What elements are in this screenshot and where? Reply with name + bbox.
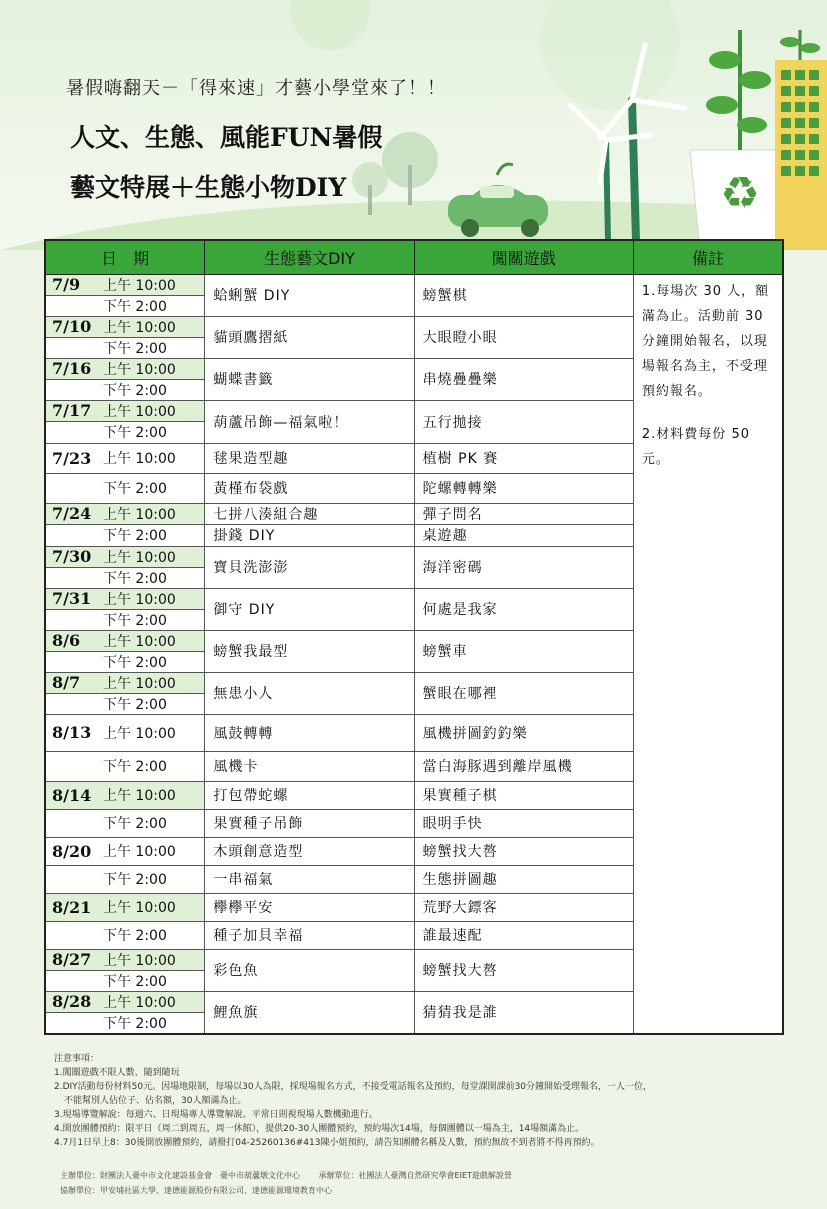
row-game: 蟹眼在哪裡 — [414, 672, 633, 714]
row-game: 桌遊趣 — [414, 524, 633, 546]
row-game: 串燒疊疊樂 — [414, 358, 633, 400]
row-time-pm: 下午 2:00 — [103, 809, 205, 837]
row-date-blank — [45, 473, 103, 503]
row-diy: 果實種子吊飾 — [205, 809, 414, 837]
row-time-pm: 下午 2:00 — [103, 379, 205, 400]
row-date: 8/13 — [45, 714, 103, 751]
row-time-am: 上午 10:00 — [103, 546, 205, 567]
row-time-am: 上午 10:00 — [103, 630, 205, 651]
row-date-blank — [45, 751, 103, 781]
header-remarks: 備註 — [633, 240, 783, 274]
row-date-blank — [45, 337, 103, 358]
row-game: 猜猜我是誰 — [414, 991, 633, 1034]
row-time-am: 上午 10:00 — [103, 893, 205, 921]
hero-banner — [0, 0, 827, 250]
remarks-item: 1.每場次 30 人，額滿為止。活動前 30 分鐘開始報名，以現場報名為主，不受理預約報名。 — [641, 283, 770, 399]
header-game: 闖關遊戲 — [414, 240, 633, 274]
row-diy: 寶貝洗澎澎 — [205, 546, 414, 588]
note-item: 3.現場導覽解說：每週六、日現場專人導覽解說。平常日則視現場人數機動進行。 — [54, 1110, 378, 1120]
row-game: 螃蟹找大嗸 — [414, 837, 633, 865]
row-game: 當白海豚遇到離岸風機 — [414, 751, 633, 781]
row-date-blank — [45, 567, 103, 588]
row-time-pm: 下午 2:00 — [103, 651, 205, 672]
row-diy: 御守 DIY — [205, 588, 414, 630]
remarks-cell — [633, 274, 783, 1034]
row-time-am: 上午 10:00 — [103, 837, 205, 865]
row-date: 7/9 — [45, 274, 103, 295]
row-date: 8/21 — [45, 893, 103, 921]
row-date: 7/23 — [45, 443, 103, 473]
note-item: 4.7月1日早上8：30後開放團體預約，請撥打04-25260136#413陳小姐預約，請告知團體名稱及人數，預約無故不到者將不得再預約。 — [54, 1138, 600, 1148]
row-date: 7/10 — [45, 316, 103, 337]
row-game: 生態拼圖趣 — [414, 865, 633, 893]
row-time-pm: 下午 2:00 — [103, 865, 205, 893]
notes-heading: 注意事項： — [54, 1054, 100, 1064]
row-time-am: 上午 10:00 — [103, 503, 205, 524]
row-date: 8/28 — [45, 991, 103, 1012]
row-time-pm: 下午 2:00 — [103, 422, 205, 444]
row-time-pm: 下午 2:00 — [103, 337, 205, 358]
row-game: 誰最速配 — [414, 921, 633, 949]
row-time-am: 上午 10:00 — [103, 358, 205, 379]
remarks-item: 2.材料費每份 50 元。 — [641, 426, 750, 467]
table-header-row — [45, 240, 783, 274]
row-date-blank — [45, 921, 103, 949]
row-time-am: 上午 10:00 — [103, 672, 205, 693]
row-diy: 七拼八湊組合趣 — [205, 503, 414, 524]
row-diy: 蝴蝶書籤 — [205, 358, 414, 400]
row-game: 螃蟹找大嗸 — [414, 949, 633, 991]
organizer: 承辦單位：社團法人臺灣自然研究學會EIET遊戲解說營 — [318, 1171, 512, 1180]
row-game: 風機拼圖釣釣樂 — [414, 714, 633, 751]
row-diy: 欅欅平安 — [205, 893, 414, 921]
row-date: 7/30 — [45, 546, 103, 567]
row-diy: 無患小人 — [205, 672, 414, 714]
sponsors-section — [60, 1168, 800, 1198]
row-time-pm: 下午 2:00 — [103, 921, 205, 949]
svg-text:♻: ♻ — [720, 168, 760, 219]
row-game: 大眼瞪小眼 — [414, 316, 633, 358]
row-time-am: 上午 10:00 — [103, 588, 205, 609]
host-organizations: 主辦單位：財團法人臺中市文化建設基金會 臺中市葫蘆墩文化中心 — [60, 1171, 300, 1180]
row-time-am: 上午 10:00 — [103, 991, 205, 1012]
note-item: 不能幫別人佔位子、佔名額，30人額滿為止。 — [64, 1096, 247, 1106]
note-item: 1.闖關遊戲不限人數、隨到隨玩 — [54, 1068, 180, 1078]
header-date: 日 期 — [45, 240, 205, 274]
row-diy: 黃槿布袋戲 — [205, 473, 414, 503]
note-item: 2.DIY活動每份材料50元。因場地限制，每場以30人為限，採現場報名方式，不接受電話報名及預約，每堂課開課前30分鐘開始受理報名，一人一位， — [54, 1082, 653, 1092]
note-item: 4.開放團體預約：限平日（周二到周五，周一休館），提供20-30人團體預約，預約場次14場，每個團體以一場為主，14場額滿為止。 — [54, 1124, 585, 1134]
row-game: 果實種子棋 — [414, 781, 633, 809]
row-date-blank — [45, 609, 103, 630]
row-date-blank — [45, 1012, 103, 1034]
row-diy: 掛錢 DIY — [205, 524, 414, 546]
row-date-blank — [45, 970, 103, 991]
row-diy: 風機卡 — [205, 751, 414, 781]
row-date: 7/31 — [45, 588, 103, 609]
event-title: 人文、生態、風能FUN暑假 — [70, 123, 383, 152]
row-game: 海洋密碼 — [414, 546, 633, 588]
row-date-blank — [45, 524, 103, 546]
header-diy: 生態藝文DIY — [205, 240, 414, 274]
row-date: 8/20 — [45, 837, 103, 865]
row-date: 8/14 — [45, 781, 103, 809]
row-time-am: 上午 10:00 — [103, 274, 205, 295]
row-game: 眼明手快 — [414, 809, 633, 837]
row-time-pm: 下午 2:00 — [103, 751, 205, 781]
row-diy: 蛤蜊蟹 DIY — [205, 274, 414, 316]
row-time-pm: 下午 2:00 — [103, 473, 205, 503]
table-row — [45, 274, 783, 295]
event-title-line2: 藝文特展＋生態小物DIY — [70, 173, 347, 202]
row-date: 8/6 — [45, 630, 103, 651]
row-game: 何處是我家 — [414, 588, 633, 630]
row-date: 8/7 — [45, 672, 103, 693]
row-date-blank — [45, 865, 103, 893]
row-date-blank — [45, 651, 103, 672]
row-diy: 貓頭鷹摺紙 — [205, 316, 414, 358]
row-time-pm: 下午 2:00 — [103, 693, 205, 714]
row-game: 螃蟹車 — [414, 630, 633, 672]
row-diy: 打包帶蛇螺 — [205, 781, 414, 809]
row-diy: 螃蟹我最型 — [205, 630, 414, 672]
row-game: 植樹 PK 賽 — [414, 443, 633, 473]
schedule-table — [44, 239, 784, 1035]
row-time-pm: 下午 2:00 — [103, 567, 205, 588]
notes-section — [54, 1052, 794, 1150]
row-time-am: 上午 10:00 — [103, 949, 205, 970]
row-game: 彈子問名 — [414, 503, 633, 524]
row-game: 荒野大鏢客 — [414, 893, 633, 921]
row-diy: 鯉魚旗 — [205, 991, 414, 1034]
row-date: 7/17 — [45, 400, 103, 422]
row-game: 五行拋接 — [414, 400, 633, 443]
row-date-blank — [45, 809, 103, 837]
row-time-pm: 下午 2:00 — [103, 295, 205, 316]
row-date-blank — [45, 379, 103, 400]
row-date-blank — [45, 295, 103, 316]
row-time-am: 上午 10:00 — [103, 443, 205, 473]
row-game: 螃蟹棋 — [414, 274, 633, 316]
row-diy: 毬果造型趣 — [205, 443, 414, 473]
row-diy: 種子加貝幸福 — [205, 921, 414, 949]
row-diy: 風鼓轉轉 — [205, 714, 414, 751]
row-time-am: 上午 10:00 — [103, 316, 205, 337]
row-time-am: 上午 10:00 — [103, 400, 205, 422]
row-date: 7/24 — [45, 503, 103, 524]
row-time-pm: 下午 2:00 — [103, 609, 205, 630]
row-game: 陀螺轉轉樂 — [414, 473, 633, 503]
row-time-pm: 下午 2:00 — [103, 970, 205, 991]
row-date: 8/27 — [45, 949, 103, 970]
row-date-blank — [45, 422, 103, 444]
row-time-am: 上午 10:00 — [103, 781, 205, 809]
row-time-am: 上午 10:00 — [103, 714, 205, 751]
row-date-blank — [45, 693, 103, 714]
row-diy: 一串福氣 — [205, 865, 414, 893]
row-date: 7/16 — [45, 358, 103, 379]
row-diy: 木頭創意造型 — [205, 837, 414, 865]
event-subtitle: 暑假嗨翻天－「得來速」才藝小學堂來了！！ — [66, 78, 446, 99]
co-organizers: 協辦單位：甲安埔社區大學、達德能源股份有限公司、達德能源環境教育中心 — [60, 1186, 332, 1195]
row-time-pm: 下午 2:00 — [103, 1012, 205, 1034]
row-diy: 彩色魚 — [205, 949, 414, 991]
row-diy: 葫蘆吊飾—福氣啦！ — [205, 400, 414, 443]
row-time-pm: 下午 2:00 — [103, 524, 205, 546]
